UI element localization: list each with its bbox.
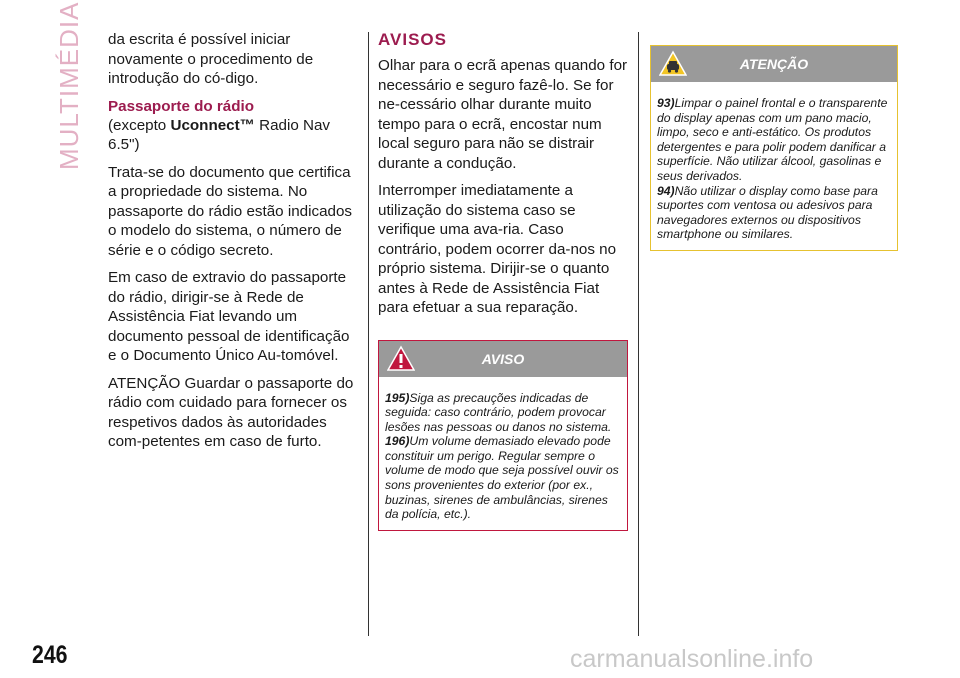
column-1	[108, 30, 358, 460]
section-title: MULTIMÉDIA	[54, 1, 84, 170]
paragraph: Em caso de extravio do passaporte do rádio, dirigir-se à Rede de Assistência Fiat levando um documento pessoal de identificação e o Documento Único Au-tomóvel.	[108, 269, 350, 364]
warning-box-title: AVISO	[481, 350, 525, 367]
warning-item-number: 196)	[385, 434, 410, 449]
section-subheading	[108, 116, 358, 155]
caution-item	[657, 96, 891, 184]
column-divider	[638, 32, 639, 636]
warning-box-body	[379, 377, 627, 530]
warning-box-header	[379, 341, 627, 377]
caution-box	[650, 45, 898, 251]
caution-item-text: Limpar o painel frontal e o transparente do display apenas com um pano macio, limpo, seco e anti-estático. Os produtos detergentes e para polir podem danificar a superfície. Não utilizar álcool, gasolinas e seus derivados.	[657, 96, 888, 183]
paragraph: Interromper imediatamente a utilização do sistema caso se verifique uma ava-ria. Caso contrário, podem ocorrer da-nos no próprio sistema. Dirijir-se o quanto antes à Rede de Assistência Fiat para efetuar a sua reparação.	[378, 182, 617, 316]
intro-paragraph: da escrita é possível iniciar novamente o procedimento de introdução do có-digo.	[108, 31, 314, 87]
caution-box-header	[651, 46, 897, 82]
paragraph: Trata-se do documento que certifica a propriedade do sistema. No passaporte do rádio estão indicados o modelo do sistema, o número de série e o código secreto.	[108, 163, 353, 259]
caution-item	[657, 184, 891, 242]
watermark: carmanualsonline.info	[570, 645, 814, 673]
avisos-heading: AVISOS	[378, 30, 447, 49]
subheading-prefix: (excepto	[108, 116, 171, 134]
caution-item-text: Não utilizar o display como base para suportes com ventosa ou adesivos para navegadores externos ou dispositivos smartphone ou similares.	[657, 183, 878, 242]
warning-item	[385, 391, 621, 435]
column-2	[378, 30, 628, 531]
subheading-brand: Uconnect™	[170, 116, 255, 134]
page-number: 246	[32, 641, 68, 669]
paragraph: Olhar para o ecrã apenas quando for necessário e seguro fazê-lo. Se for ne-cessário olhar durante muito tempo para o ecrã, encostar num local seguro para não se distrair durante a condução.	[378, 57, 628, 172]
warning-item	[385, 434, 621, 522]
paragraph: ATENÇÃO Guardar o passaporte do rádio com cuidado para fornecer os respetivos dados às autoridades com-petentes em caso de furto.	[108, 374, 354, 450]
caution-item-number: 93)	[657, 96, 675, 110]
subheading-suffix: Radio Nav 6.5")	[108, 116, 331, 153]
caution-box-title: ATENÇÃO	[739, 56, 809, 72]
warning-box	[378, 340, 628, 531]
caution-box-body	[651, 82, 897, 250]
warning-item-text: Siga as precauções indicadas de seguida: caso contrário, podem provocar lesões nas pessoas ou danos no sistema.	[385, 390, 612, 434]
warning-item-text: Um volume demasiado elevado pode constituir um perigo. Regular sempre o volume de modo que seja possível ouvir os sons provenientes do exterior (por ex., buzinas, sirenes de ambulâncias, sirenes da polícia, etc.).	[385, 434, 619, 522]
caution-item-number: 94)	[657, 183, 675, 198]
section-heading: Passaporte do rádio	[108, 97, 255, 115]
column-3	[650, 45, 898, 251]
warning-item-number: 195)	[385, 390, 410, 405]
column-divider	[368, 32, 369, 636]
